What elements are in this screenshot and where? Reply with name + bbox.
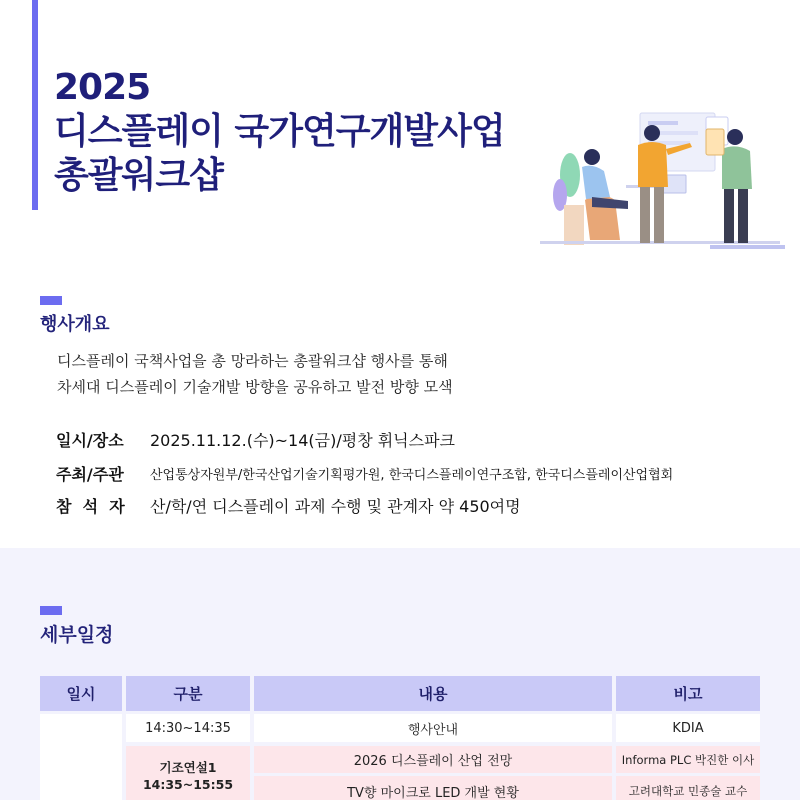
page-title <box>54 66 505 198</box>
overview-section-title: 행사개요 <box>40 314 110 335</box>
table-header-note: 비고 <box>616 676 760 711</box>
table-cell-content: 2026 디스플레이 산업 전망 <box>254 746 612 773</box>
info-label: 참 석 자 <box>56 497 125 516</box>
title-main: 디스플레이 국가연구개발사업 <box>54 111 505 152</box>
overview-description-line: 디스플레이 국책사업을 총 망라하는 총괄워크샵 행사를 통해 <box>57 352 448 370</box>
table-cell-note: Informa PLC 박진한 이사 <box>616 746 760 773</box>
workshop-illustration <box>530 105 790 255</box>
info-label: 주최/주관 <box>56 465 124 484</box>
schedule-section-title: 세부일정 <box>40 624 114 646</box>
table-cell-time: 14:30~14:35 <box>126 714 250 742</box>
info-row-attendees <box>56 494 521 517</box>
category-label: 기조연설1 <box>159 760 217 775</box>
table-cell-category <box>126 746 250 800</box>
info-row-host <box>56 462 673 485</box>
table-cell-date <box>40 714 122 800</box>
info-value: 산업통상자원부/한국산업기술기획평가원, 한국디스플레이연구조합, 한국디스플레이산업협회 <box>150 468 674 483</box>
title-sub: 총괄워크샵 <box>54 155 223 196</box>
title-accent-bar <box>32 0 38 210</box>
table-cell-content: 행사안내 <box>254 714 612 742</box>
category-time: 14:35~15:55 <box>142 777 234 792</box>
table-header-datetime: 일시 <box>40 676 122 711</box>
info-label: 일시/장소 <box>56 431 124 450</box>
title-year: 2025 <box>54 67 151 108</box>
schedule-section-marker <box>40 606 62 615</box>
table-cell-note: KDIA <box>616 714 760 742</box>
overview-section-marker <box>40 296 62 305</box>
info-value: 산/학/연 디스플레이 과제 수행 및 관계자 약 450여명 <box>150 497 521 516</box>
table-cell-content: TV향 마이크로 LED 개발 현황 <box>254 776 612 800</box>
table-cell-note: 고려대학교 민종술 교수 <box>616 776 760 800</box>
info-row-date-venue <box>56 428 455 451</box>
info-value: 2025.11.12.(수)~14(금)/평창 휘닉스파크 <box>150 431 456 450</box>
table-header-content: 내용 <box>254 676 612 711</box>
table-header-category: 구분 <box>126 676 250 711</box>
overview-description <box>57 348 453 400</box>
overview-description-line: 차세대 디스플레이 기술개발 방향을 공유하고 발전 방향 모색 <box>57 378 453 396</box>
